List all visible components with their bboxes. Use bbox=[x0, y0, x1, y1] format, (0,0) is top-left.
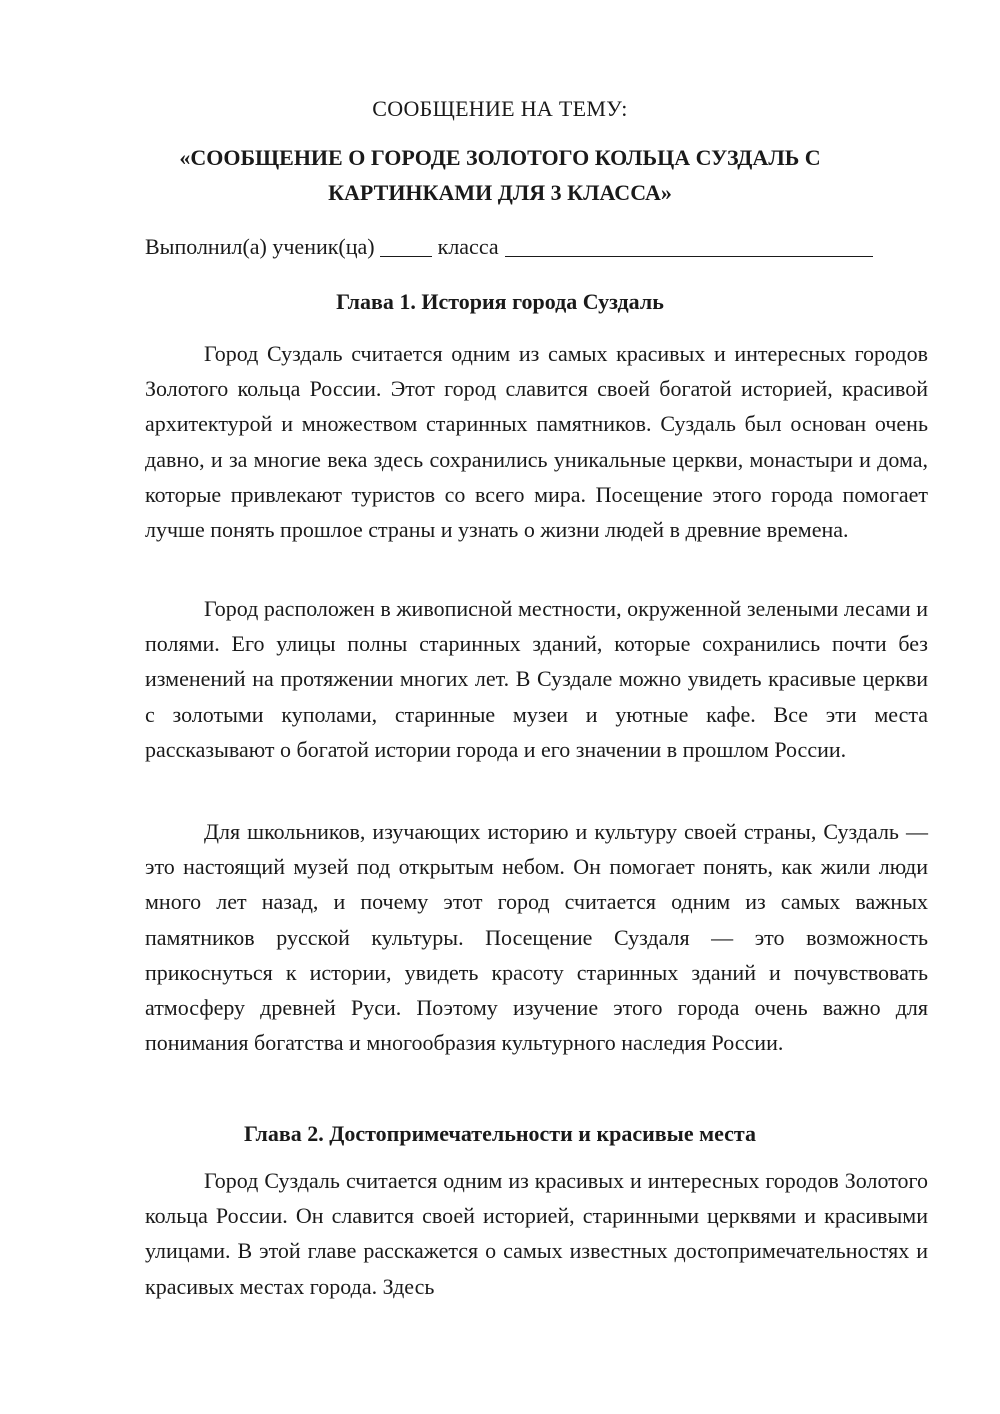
document-subtitle: СООБЩЕНИЕ НА ТЕМУ: bbox=[372, 96, 628, 121]
paragraph: Город Суздаль считается одним из самых красивых и интересных городов Золотого кольца России. Этот город славится своей богатой историей, красивой архитектурой и множеством старинных памятников. Суздаль был основан очень давно, и за многие века здесь сохранились уникальные церкви, монастыри и дома, которые привлекают туристов со всего мира. Посещение этого города помогает лучше понять прошлое страны и узнать о жизни людей в древние времена. bbox=[145, 341, 928, 543]
class-label: класса bbox=[437, 234, 499, 259]
author-line bbox=[145, 231, 873, 263]
paragraph: Город расположен в живописной местности, окруженной зелеными лесами и полями. Его улицы полны старинных зданий, которые сохранились почти без изменений на протяжении многих лет. В Суздале можно увидеть красивые церкви с золотыми куполами, старинные музеи и уютные кафе. Все эти места рассказывают о богатой истории города и его значении в прошлом России. bbox=[145, 596, 928, 762]
document-title: «СООБЩЕНИЕ О ГОРОДЕ ЗОЛОТОГО КОЛЬЦА СУЗДАЛЬ С КАРТИНКАМИ ДЛЯ 3 КЛАССА» bbox=[179, 145, 821, 205]
paragraph: Город Суздаль считается одним из красивых и интересных городов Золотого кольца России. Он славится своей историей, старинными церквями и красивыми улицами. В этой главе расскажется о самых известных достопримечательностях и красивых местах города. Здесь bbox=[145, 1168, 928, 1299]
chapter-heading: Глава 1. История города Суздаль bbox=[336, 289, 664, 314]
class-letter-blank bbox=[505, 234, 873, 257]
paragraph: Для школьников, изучающих историю и культуру своей страны, Суздаль — это настоящий музей под открытым небом. Он помогает понять, как жили люди много лет назад, и почему этот город считается одним из самых важных памятников русской культуры. Посещение Суздаля — это возможность прикоснуться к истории, увидеть красоту старинных зданий и почувствовать атмосферу древней Руси. Поэтому изучение этого города очень важно для понимания богатства и многообразия культурного наследия России. bbox=[145, 819, 928, 1056]
author-label: Выполнил(а) ученик(ца) bbox=[145, 234, 375, 259]
chapter-heading: Глава 2. Достопримечательности и красивые места bbox=[244, 1121, 756, 1146]
class-number-blank bbox=[380, 234, 432, 257]
